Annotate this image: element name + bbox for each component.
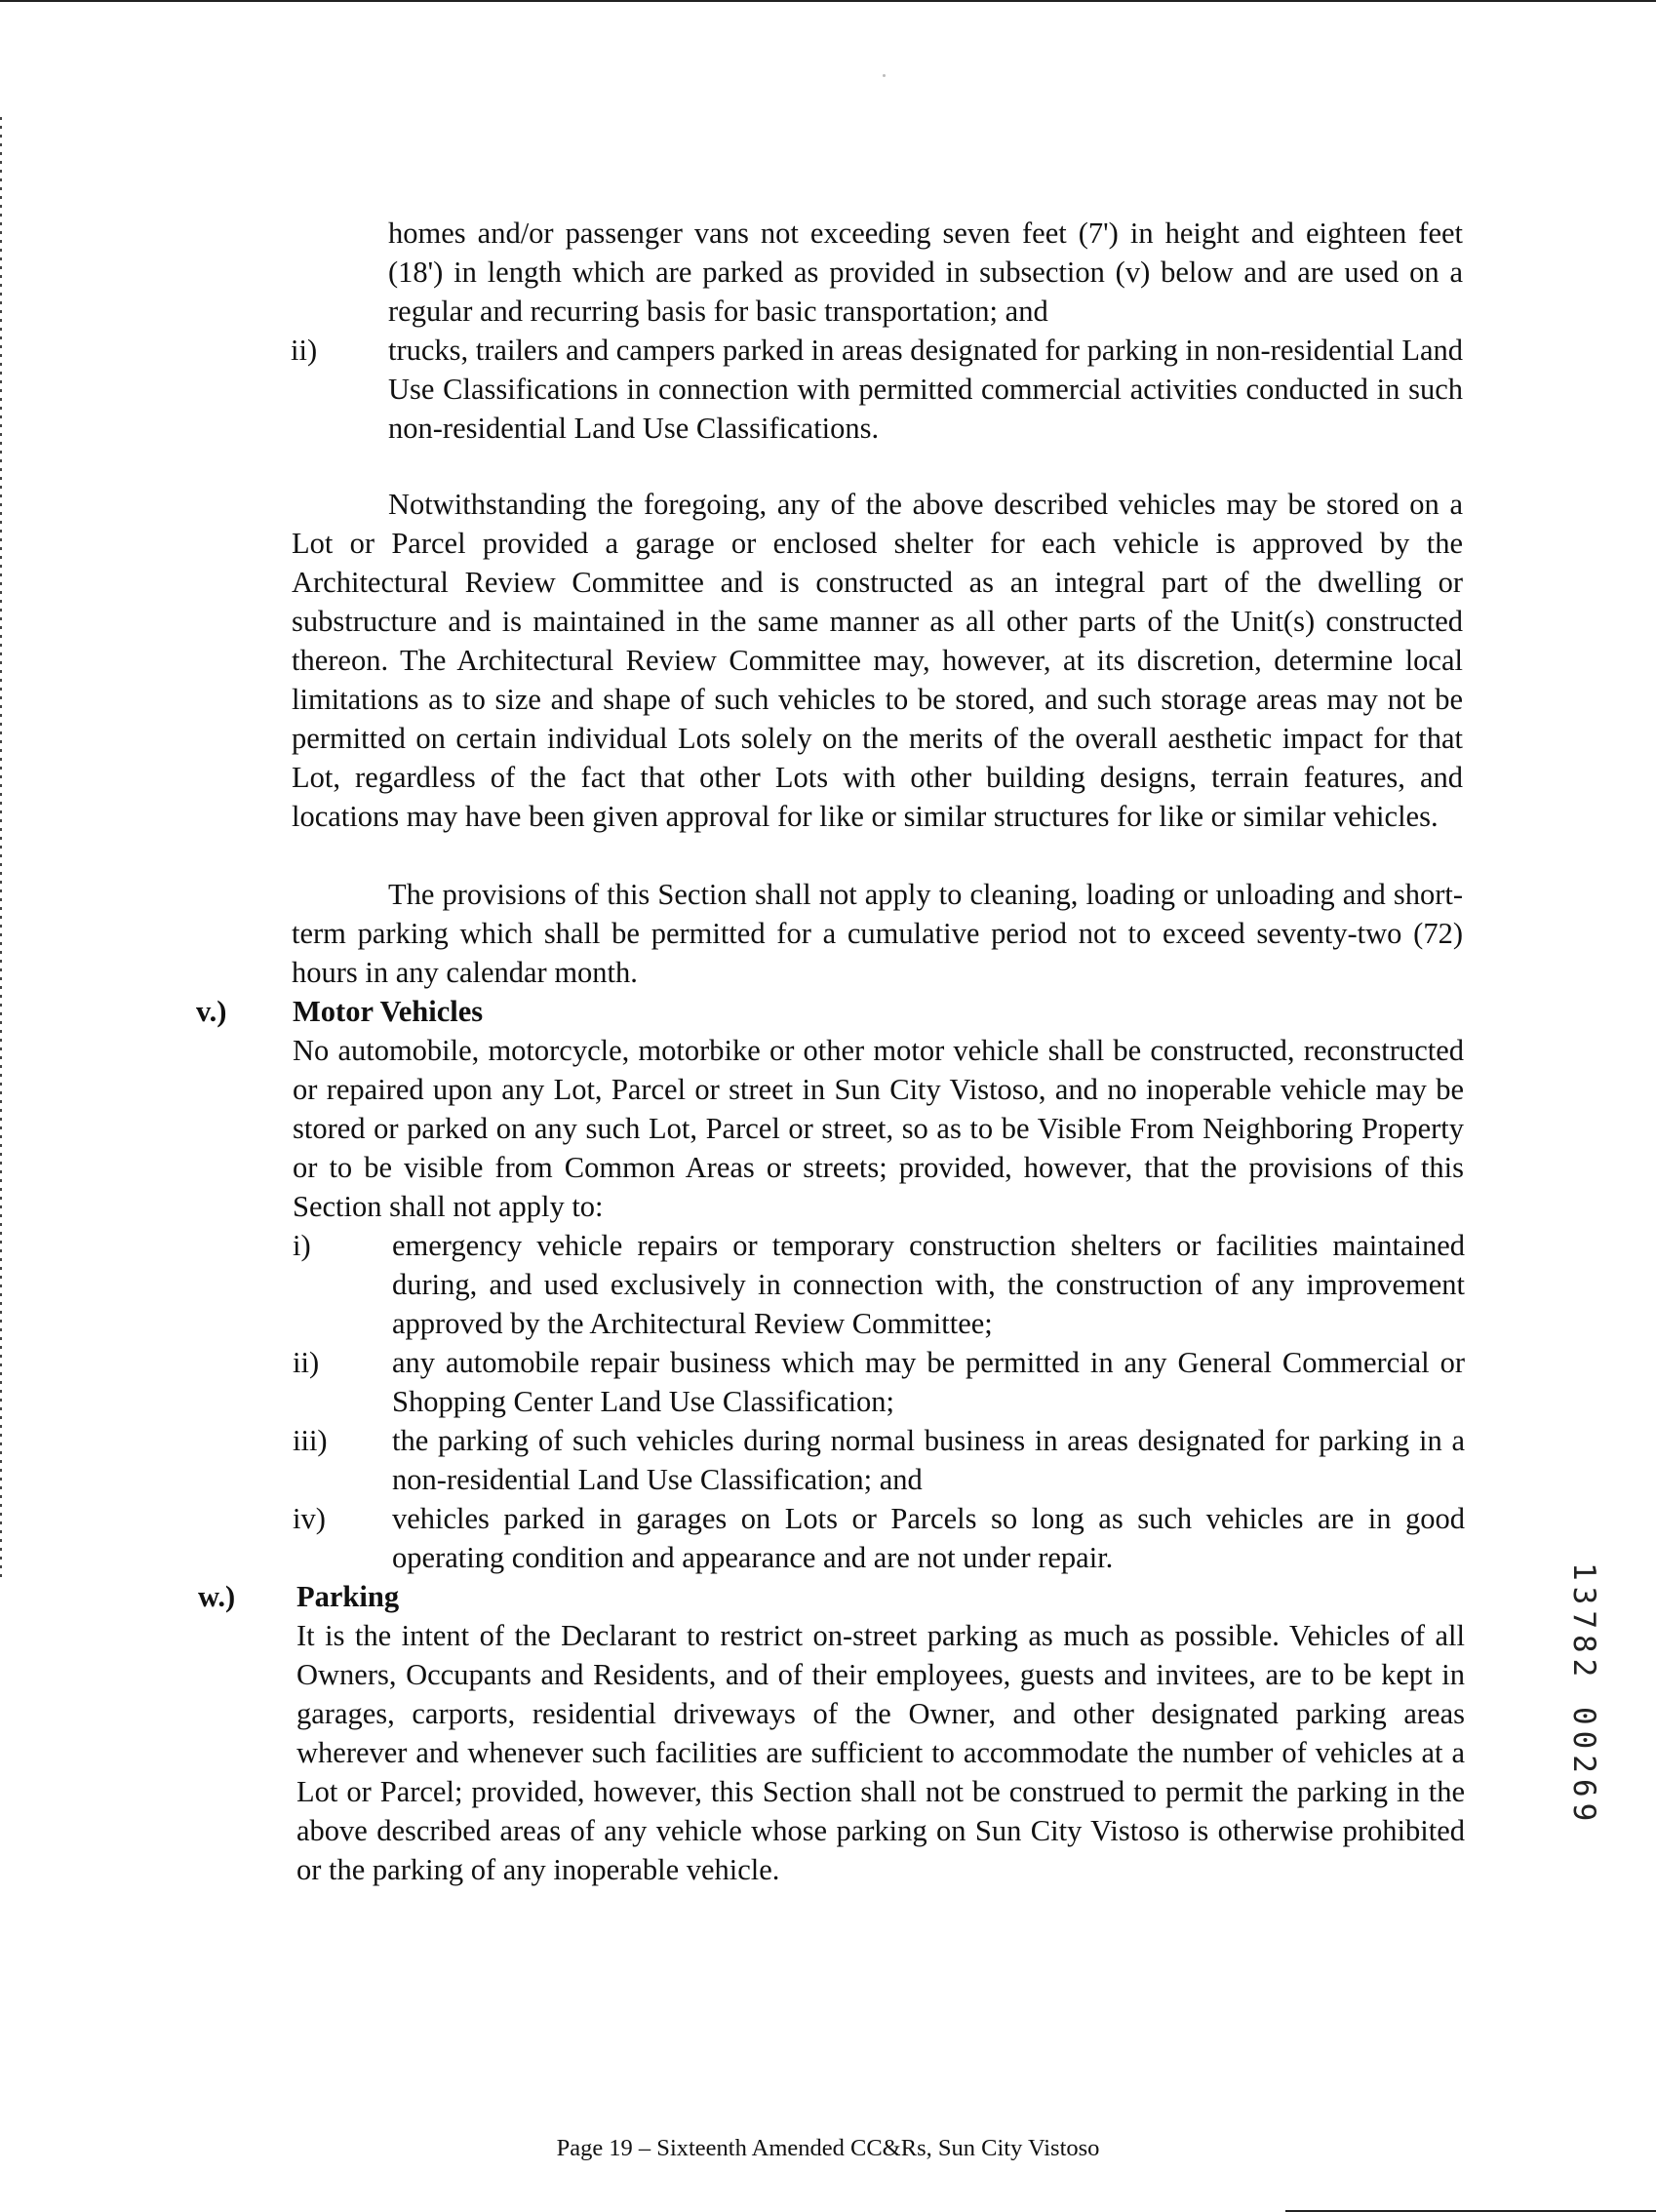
recording-stamp: 13782 00269 — [1566, 1562, 1601, 1828]
section-v-item-iv-label: iv) — [293, 1502, 326, 1535]
section-v-item-i-text: emergency vehicle repairs or temporary construction shelters or facilities maintained during, and used exclusively in connection with, the construction of any improvement approved by the Architectural Review Committee; — [392, 1229, 1465, 1340]
provisions-paragraph: The provisions of this Section shall not apply to cleaning, loading or unloading and short-term parking which shall be permitted for a cumulative period not to exceed seventy-two (72) hours in any calendar month. — [292, 878, 1463, 989]
section-v-item-iii-label: iii) — [293, 1424, 328, 1457]
continuation-paragraph: homes and/or passenger vans not exceeding seven feet (7') in height and eighteen feet (18') in length which are parked as provided in subsection (v) below and are used on a regular and recurring basis for basic transportation; and — [388, 217, 1463, 328]
section-w-title: Parking — [296, 1580, 400, 1613]
scan-edge-top — [0, 0, 1656, 2]
section-v-label: v.) — [196, 995, 227, 1028]
scan-edge-left — [0, 117, 2, 1580]
scan-speck — [883, 74, 886, 77]
section-v-item-i-label: i) — [293, 1229, 311, 1262]
notwithstanding-paragraph: Notwithstanding the foregoing, any of the above described vehicles may be stored on a Lot or Parcel provided a garage or enclosed shelter for each vehicle is approved by the Architectural Review Committee and is constructed as an integral part of the dwelling or substructure and is maintained in the same manner as all other parts of the Unit(s) constructed thereon. The Architectural Review Committee may, however, at its discretion, determine local limitations as to size and shape of such vehicles to be stored, and such storage areas may not be permitted on certain individual Lots solely on the merits of the overall aesthetic impact for that Lot, regardless of the fact that other Lots with other building designs, terrain features, and locations may have been given approval for like or similar structures for like or similar vehicles. — [292, 488, 1463, 833]
section-w-body: It is the intent of the Declarant to restrict on-street parking as much as possible. Vehicles of all Owners, Occupants and Residents, and of their employees, guests and invitees, are to be kept in garages, carports, residential driveways of the Owner, and other designated parking areas wherever and whenever such facilities are sufficient to accommodate the number of vehicles at a Lot or Parcel; provided, however, this Section shall not be construed to permit the parking in the above described areas of any vehicle whose parking on Sun City Vistoso is otherwise prohibited or the parking of any inoperable vehicle. — [296, 1619, 1465, 1886]
page-footer: Page 19 – Sixteenth Amended CC&Rs, Sun City Vistoso — [556, 2135, 1100, 2161]
item-ii-label: ii) — [291, 334, 318, 367]
section-v-item-iii-text: the parking of such vehicles during normal business in areas designated for parking in a non-residential Land Use Classification; and — [392, 1424, 1465, 1496]
section-v-item-iv-text: vehicles parked in garages on Lots or Parcels so long as such vehicles are in good operating condition and appearance and are not under repair. — [392, 1502, 1465, 1574]
section-v-body: No automobile, motorcycle, motorbike or other motor vehicle shall be constructed, reconstructed or repaired upon any Lot, Parcel or street in Sun City Vistoso, and no inoperable vehicle may be stored or parked on any such Lot, Parcel or street, so as to be Visible From Neighboring Property or to be visible from Common Areas or streets; provided, however, that the provisions of this Section shall not apply to: — [293, 1034, 1464, 1223]
section-v-title: Motor Vehicles — [293, 995, 484, 1028]
section-v-item-ii-label: ii) — [293, 1346, 320, 1379]
item-ii-text: trucks, trailers and campers parked in areas designated for parking in non-residential Land Use Classifications in connection with permitted commercial activities conducted in such non-residential Land Use Classifications. — [388, 334, 1463, 445]
section-w-label: w.) — [198, 1580, 236, 1613]
section-v-item-ii-text: any automobile repair business which may be permitted in any General Commercial or Shopping Center Land Use Classification; — [392, 1346, 1465, 1418]
